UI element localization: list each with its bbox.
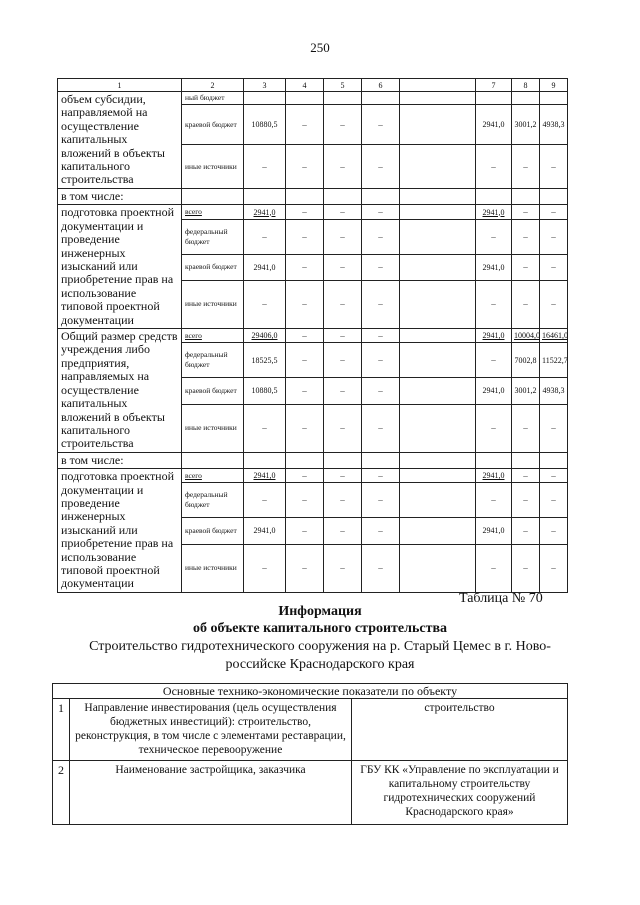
object-name-line-2: российске Краснодарского края [225,657,415,672]
value-cell: – [512,280,540,328]
value-cell: – [286,254,324,280]
value-cell [512,92,540,105]
value-cell: – [286,205,324,219]
value-cell: – [286,219,324,254]
budget-source: краевой бюджет [182,378,244,404]
value-cell: – [324,544,362,592]
value-cell: – [324,343,362,378]
indicator-value: ГБУ КК «Управление по эксплуатации и капитальному строительству гидротехнических сооружений Краснодарского края» [352,761,568,825]
budget-source: всего [182,205,244,219]
value-cell: – [286,544,324,592]
value-cell: – [324,280,362,328]
value-cell: – [244,280,286,328]
value-cell [400,254,476,280]
value-cell: – [286,518,324,544]
budget-source: иные источники [182,280,244,328]
value-cell: – [362,404,400,452]
value-cell [286,92,324,105]
value-cell [400,518,476,544]
value-cell: – [324,105,362,145]
indicator-label: Наименование застройщика, заказчика [70,761,352,825]
value-cell [324,92,362,105]
value-cell [400,105,476,145]
budget-source: иные источники [182,404,244,452]
empty-cell [324,452,362,468]
indicator-label: подготовка проектной документации и проведение инженерных изысканий или приобретение прав на использование типовой проектной документации [58,205,182,329]
empty-cell [286,189,324,205]
value-cell: 18525,5 [244,343,286,378]
value-cell: – [244,145,286,189]
value-cell: – [540,518,568,544]
value-cell: – [286,145,324,189]
value-cell: – [512,483,540,518]
budget-source: всего [182,329,244,343]
budget-source: краевой бюджет [182,105,244,145]
value-cell [400,469,476,483]
value-cell: – [476,145,512,189]
value-cell: – [244,219,286,254]
header-cell: 8 [512,79,540,92]
value-cell: – [362,518,400,544]
value-cell: – [540,469,568,483]
value-cell: – [540,544,568,592]
header-cell [400,79,476,92]
value-cell: 11522,7 [540,343,568,378]
value-cell: 2941,0 [476,105,512,145]
value-cell: – [476,219,512,254]
empty-cell [362,189,400,205]
empty-cell [400,452,476,468]
value-cell: – [324,518,362,544]
value-cell: – [286,404,324,452]
indicator-label: подготовка проектной документации и проведение инженерных изысканий или приобретение прав на использование типовой проектной документации [58,469,182,593]
value-cell: 2941,0 [244,469,286,483]
value-cell: 10880,5 [244,378,286,404]
object-name-line-1: Строительство гидротехнического сооружения на р. Старый Цемес в г. Ново- [89,639,551,654]
value-cell: 2941,0 [476,469,512,483]
row-number: 1 [53,699,70,761]
value-cell: 2941,0 [244,518,286,544]
section-label: в том числе: [58,452,182,468]
value-cell: – [324,219,362,254]
value-cell: 16461,0 [540,329,568,343]
value-cell [400,219,476,254]
value-cell: – [324,329,362,343]
value-cell: – [512,518,540,544]
value-cell: – [362,145,400,189]
value-cell: – [324,483,362,518]
value-cell: – [362,544,400,592]
header-cell: 1 [58,79,182,92]
value-cell [362,92,400,105]
budget-source: федеральный бюджет [182,483,244,518]
value-cell: 2941,0 [476,329,512,343]
header-cell: 7 [476,79,512,92]
value-cell: – [512,254,540,280]
value-cell: – [476,280,512,328]
value-cell: – [324,469,362,483]
budget-source: федеральный бюджет [182,343,244,378]
value-cell: 2941,0 [244,205,286,219]
empty-cell [540,189,568,205]
table-number: Таблица № 70 [459,591,543,606]
value-cell: – [540,280,568,328]
value-cell: 29406,0 [244,329,286,343]
value-cell: – [244,544,286,592]
value-cell: – [362,343,400,378]
value-cell: – [362,219,400,254]
section-label: в том числе: [58,189,182,205]
value-cell [400,343,476,378]
value-cell [400,544,476,592]
value-cell: – [362,483,400,518]
value-cell: 7002,8 [512,343,540,378]
value-cell [400,483,476,518]
value-cell [476,92,512,105]
value-cell: 2941,0 [476,518,512,544]
value-cell: – [362,105,400,145]
empty-cell [286,452,324,468]
value-cell: – [540,219,568,254]
value-cell: – [540,145,568,189]
row-number: 2 [53,761,70,825]
empty-cell [540,452,568,468]
value-cell: – [476,483,512,518]
value-cell: – [324,378,362,404]
value-cell: 10880,5 [244,105,286,145]
empty-cell [244,452,286,468]
budget-source: всего [182,469,244,483]
empty-cell [324,189,362,205]
value-cell [400,145,476,189]
value-cell: – [244,404,286,452]
value-cell: – [286,343,324,378]
budget-source: федеральный бюджет [182,219,244,254]
value-cell: 10004,0 [512,329,540,343]
value-cell: 2941,0 [476,254,512,280]
value-cell: 4938,3 [540,105,568,145]
indicators-table [52,683,568,825]
financing-table [57,78,568,593]
value-cell: – [286,483,324,518]
value-cell [400,205,476,219]
value-cell [400,378,476,404]
value-cell: 2941,0 [476,378,512,404]
value-cell: 3001,2 [512,378,540,404]
value-cell: 2941,0 [244,254,286,280]
value-cell: – [286,105,324,145]
value-cell: – [324,145,362,189]
empty-cell [182,189,244,205]
value-cell: – [512,404,540,452]
header-cell: 3 [244,79,286,92]
value-cell [400,404,476,452]
value-cell: – [362,205,400,219]
value-cell: – [286,378,324,404]
value-cell: – [512,219,540,254]
header-cell: 2 [182,79,244,92]
value-cell: – [362,280,400,328]
empty-cell [476,189,512,205]
value-cell: 2941,0 [476,205,512,219]
info-title: Информация [278,604,362,619]
value-cell: – [324,205,362,219]
indicator-value: строительство [352,699,568,761]
indicator-label: Общий размер средств учреждения либо предприятия, направляемых на осуществление капитальных вложений в объекты капитального строительства [58,329,182,453]
value-cell [400,280,476,328]
budget-source: ный бюджет [182,92,244,105]
indicator-label: Направление инвестирования (цель осуществления бюджетных инвестиций): строительство, реконструкция, в том числе с элементами реставрации, техническое перевооружение [70,699,352,761]
value-cell: – [476,343,512,378]
header-cell: 5 [324,79,362,92]
value-cell: – [512,469,540,483]
value-cell: – [476,544,512,592]
value-cell: – [540,254,568,280]
value-cell: – [540,205,568,219]
info-subtitle: об объекте капитального строительства [192,621,448,636]
header-cell: 9 [540,79,568,92]
indicator-label: объем субсидии, направляемой на осуществление капитальных вложений в объекты капитального строительства [58,92,182,189]
value-cell: – [286,280,324,328]
value-cell: – [362,254,400,280]
value-cell: – [244,483,286,518]
empty-cell [512,189,540,205]
value-cell: – [540,483,568,518]
value-cell: – [286,469,324,483]
value-cell: – [540,404,568,452]
value-cell [400,329,476,343]
empty-cell [512,452,540,468]
value-cell [244,92,286,105]
value-cell: 3001,2 [512,105,540,145]
value-cell: 4938,3 [540,378,568,404]
empty-cell [400,189,476,205]
budget-source: краевой бюджет [182,254,244,280]
empty-cell [362,452,400,468]
empty-cell [476,452,512,468]
empty-cell [182,452,244,468]
indicators-table-header: Основные технико-экономические показатели по объекту [53,684,568,699]
budget-source: иные источники [182,544,244,592]
empty-cell [244,189,286,205]
value-cell: – [362,329,400,343]
budget-source: краевой бюджет [182,518,244,544]
value-cell: – [362,469,400,483]
value-cell: – [324,254,362,280]
value-cell [400,92,476,105]
value-cell: – [324,404,362,452]
value-cell: – [476,404,512,452]
value-cell: – [512,544,540,592]
page-number: 250 [310,40,330,55]
value-cell [540,92,568,105]
header-cell: 4 [286,79,324,92]
budget-source: иные источники [182,145,244,189]
header-cell: 6 [362,79,400,92]
value-cell: – [362,378,400,404]
value-cell: – [286,329,324,343]
value-cell: – [512,205,540,219]
value-cell: – [512,145,540,189]
